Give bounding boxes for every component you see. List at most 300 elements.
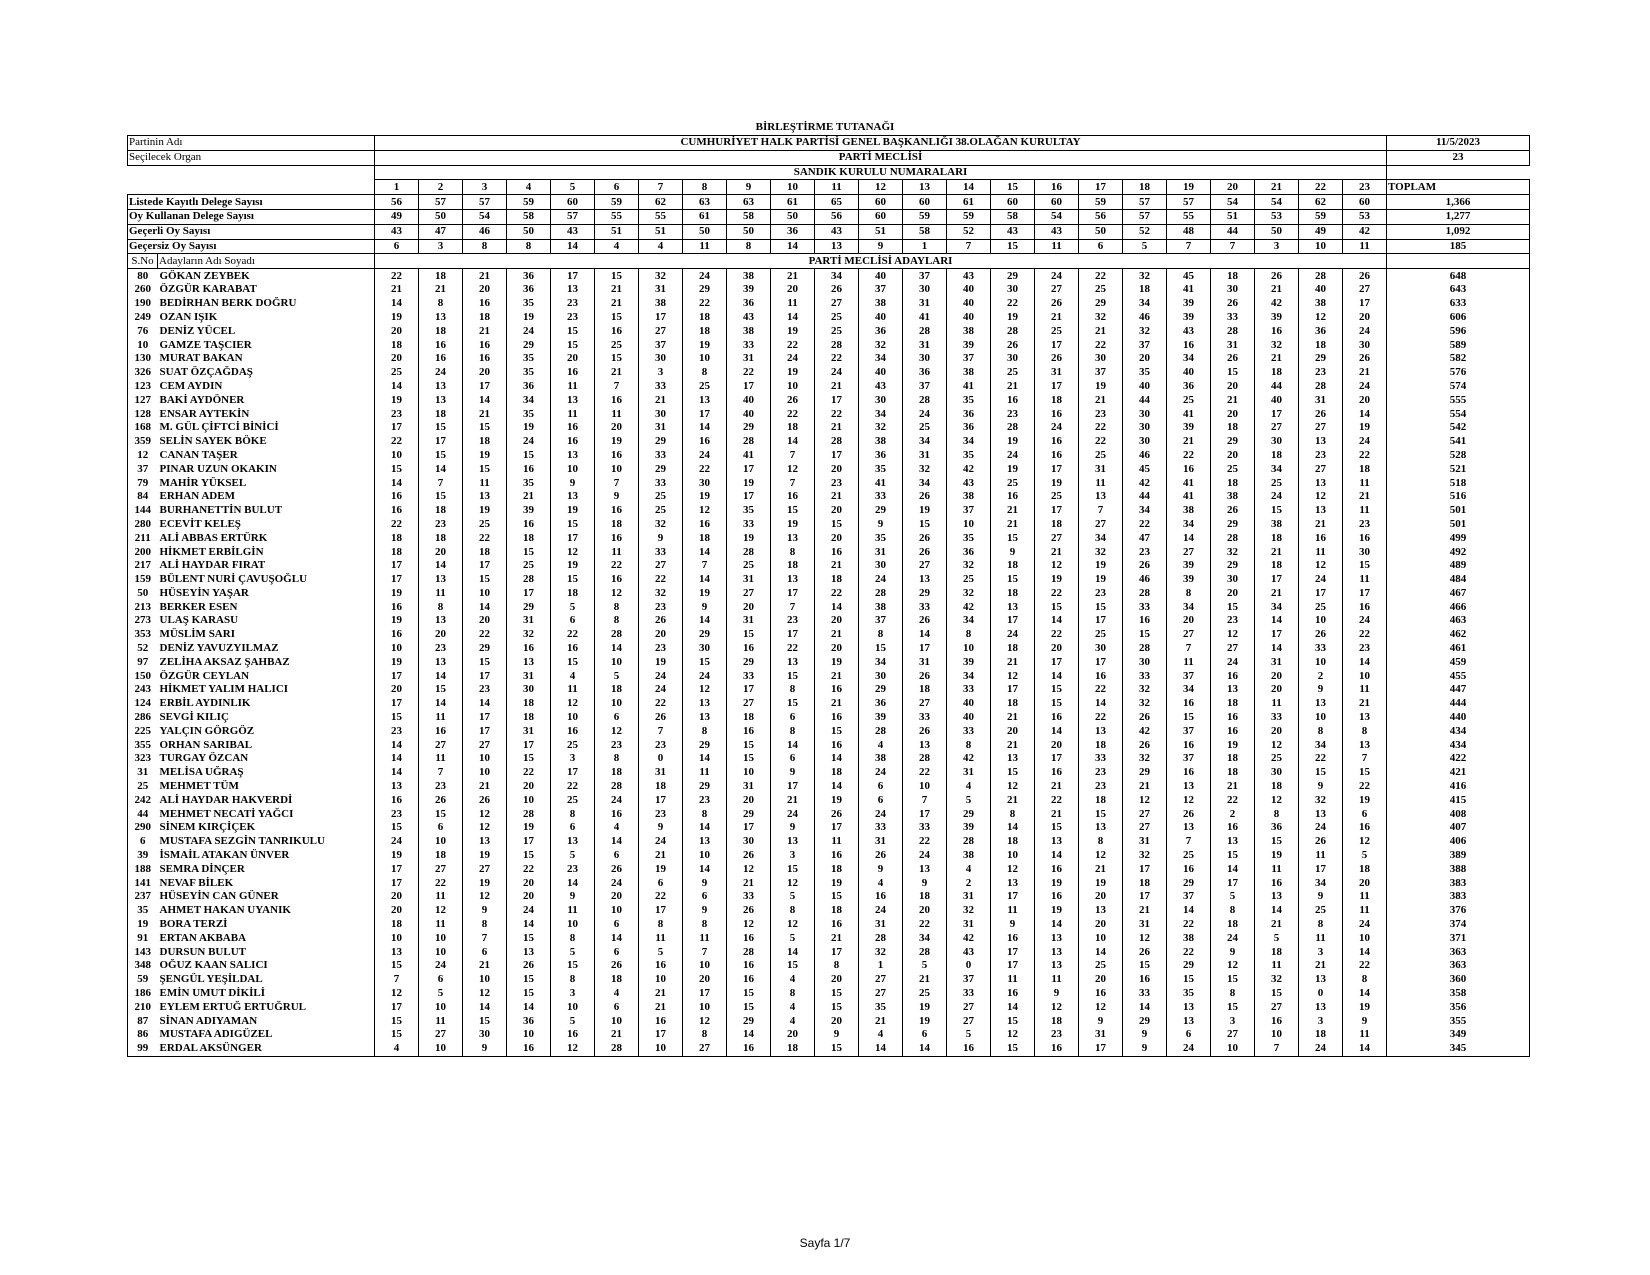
- vote-count: 9: [551, 890, 595, 904]
- candidate-row: [128, 311, 1530, 325]
- vote-count: 34: [815, 269, 859, 283]
- vote-count: 34: [1299, 738, 1343, 752]
- candidate-sno: 280: [128, 518, 158, 532]
- vote-count: 42: [947, 752, 991, 766]
- candidate-row: [128, 504, 1530, 518]
- vote-count: 30: [1123, 435, 1167, 449]
- summary-total: 1,277: [1387, 209, 1530, 224]
- vote-count: 17: [903, 642, 947, 656]
- vote-count: 16: [1035, 862, 1079, 876]
- candidate-sno: 355: [128, 738, 158, 752]
- vote-count: 26: [1299, 628, 1343, 642]
- vote-count: 28: [903, 752, 947, 766]
- summary-value: 51: [1211, 209, 1255, 224]
- candidate-name: ERHAN ADEM: [158, 490, 375, 504]
- candidates-header: PARTİ MECLİSİ ADAYLARI: [375, 254, 1387, 269]
- candidate-sno: 190: [128, 297, 158, 311]
- vote-count: 43: [727, 311, 771, 325]
- vote-count: 11: [1343, 1028, 1387, 1042]
- vote-count: 24: [1035, 421, 1079, 435]
- vote-count: 20: [683, 973, 727, 987]
- vote-count: 14: [1343, 945, 1387, 959]
- vote-count: 37: [1123, 338, 1167, 352]
- vote-count: 33: [1123, 987, 1167, 1001]
- vote-count: 40: [947, 283, 991, 297]
- ballot-number: 15: [991, 180, 1035, 195]
- vote-count: 18: [903, 890, 947, 904]
- candidate-name: DENİZ YÜCEL: [158, 324, 375, 338]
- vote-count: 14: [815, 780, 859, 794]
- vote-count: 20: [727, 600, 771, 614]
- vote-count: 31: [859, 835, 903, 849]
- vote-count: 16: [507, 518, 551, 532]
- candidate-sno: 150: [128, 669, 158, 683]
- vote-count: 24: [1211, 931, 1255, 945]
- vote-count: 13: [507, 945, 551, 959]
- vote-count: 18: [903, 683, 947, 697]
- candidate-sno: 99: [128, 1042, 158, 1056]
- vote-count: 33: [1123, 669, 1167, 683]
- vote-count: 8: [1255, 807, 1299, 821]
- vote-count: 16: [595, 324, 639, 338]
- vote-count: 26: [815, 283, 859, 297]
- summary-value: 57: [551, 209, 595, 224]
- candidate-row: [128, 904, 1530, 918]
- vote-count: 13: [1035, 945, 1079, 959]
- vote-count: 29: [1079, 297, 1123, 311]
- vote-count: 31: [1123, 835, 1167, 849]
- vote-count: 14: [1211, 862, 1255, 876]
- vote-count: 24: [507, 324, 551, 338]
- candidate-name: MEHMET TÜM: [158, 780, 375, 794]
- candidate-sno: 97: [128, 655, 158, 669]
- vote-count: 36: [1299, 324, 1343, 338]
- vote-count: 15: [815, 1042, 859, 1056]
- vote-count: 6: [859, 780, 903, 794]
- vote-count: 16: [727, 973, 771, 987]
- vote-count: 14: [551, 876, 595, 890]
- vote-count: 18: [991, 642, 1035, 656]
- vote-count: 10: [463, 973, 507, 987]
- summary-value: 55: [1167, 209, 1211, 224]
- summary-value: 8: [507, 239, 551, 254]
- vote-count: 22: [1343, 780, 1387, 794]
- vote-count: 28: [903, 945, 947, 959]
- party-label: Partinin Adı: [128, 136, 375, 151]
- vote-count: 36: [727, 297, 771, 311]
- vote-count: 14: [683, 614, 727, 628]
- vote-count: 7: [771, 476, 815, 490]
- vote-count: 26: [903, 545, 947, 559]
- vote-count: 16: [1035, 711, 1079, 725]
- vote-count: 4: [947, 862, 991, 876]
- vote-count: 11: [815, 835, 859, 849]
- vote-count: 10: [375, 642, 419, 656]
- vote-count: 22: [639, 573, 683, 587]
- summary-value: 8: [463, 239, 507, 254]
- vote-count: 8: [815, 959, 859, 973]
- vote-count: 27: [1035, 283, 1079, 297]
- organ-row: [128, 150, 1530, 165]
- vote-count: 34: [1167, 600, 1211, 614]
- vote-count: 25: [1079, 449, 1123, 463]
- summary-value: 50: [419, 209, 463, 224]
- vote-count: 10: [551, 711, 595, 725]
- candidate-total: 355: [1387, 1014, 1530, 1028]
- vote-count: 28: [1123, 587, 1167, 601]
- party-row: [128, 136, 1530, 151]
- vote-count: 11: [551, 407, 595, 421]
- candidate-sno: 213: [128, 600, 158, 614]
- vote-count: 16: [1167, 766, 1211, 780]
- vote-count: 10: [1255, 1028, 1299, 1042]
- vote-count: 37: [859, 614, 903, 628]
- candidate-sno: 52: [128, 642, 158, 656]
- vote-count: 17: [771, 587, 815, 601]
- vote-count: 13: [903, 862, 947, 876]
- vote-count: 13: [683, 697, 727, 711]
- candidate-row: [128, 711, 1530, 725]
- vote-count: 26: [595, 862, 639, 876]
- vote-count: 18: [419, 407, 463, 421]
- candidate-row: [128, 793, 1530, 807]
- vote-count: 21: [1255, 587, 1299, 601]
- candidate-total: 521: [1387, 462, 1530, 476]
- vote-count: 12: [1211, 959, 1255, 973]
- vote-count: 13: [991, 876, 1035, 890]
- vote-count: 30: [1211, 283, 1255, 297]
- vote-count: 9: [859, 862, 903, 876]
- vote-count: 28: [507, 573, 551, 587]
- candidate-name: TURGAY ÖZCAN: [158, 752, 375, 766]
- candidate-row: [128, 890, 1530, 904]
- vote-count: 10: [947, 518, 991, 532]
- candidate-row: [128, 752, 1530, 766]
- vote-count: 21: [463, 324, 507, 338]
- vote-count: 22: [1035, 628, 1079, 642]
- vote-count: 21: [815, 421, 859, 435]
- summary-value: 54: [1255, 195, 1299, 210]
- vote-count: 10: [991, 849, 1035, 863]
- vote-count: 17: [727, 821, 771, 835]
- summary-value: 60: [1343, 195, 1387, 210]
- candidate-total: 574: [1387, 380, 1530, 394]
- vote-count: 14: [375, 766, 419, 780]
- vote-count: 10: [595, 697, 639, 711]
- vote-count: 16: [595, 393, 639, 407]
- candidate-row: [128, 642, 1530, 656]
- vote-count: 33: [947, 683, 991, 697]
- vote-count: 31: [507, 724, 551, 738]
- vote-count: 18: [375, 918, 419, 932]
- vote-count: 37: [903, 269, 947, 283]
- vote-count: 20: [463, 366, 507, 380]
- vote-count: 15: [991, 573, 1035, 587]
- vote-count: 32: [1123, 752, 1167, 766]
- vote-count: 12: [1079, 1000, 1123, 1014]
- vote-count: 36: [947, 407, 991, 421]
- vote-count: 22: [815, 352, 859, 366]
- vote-count: 41: [1167, 490, 1211, 504]
- summary-value: 60: [903, 195, 947, 210]
- vote-count: 21: [991, 711, 1035, 725]
- candidate-row: [128, 807, 1530, 821]
- candidate-name: MEHMET NECATİ YAĞCI: [158, 807, 375, 821]
- vote-count: 21: [1079, 324, 1123, 338]
- vote-count: 22: [683, 297, 727, 311]
- candidate-row: [128, 835, 1530, 849]
- vote-count: 3: [551, 752, 595, 766]
- vote-count: 23: [419, 780, 463, 794]
- vote-count: 28: [595, 780, 639, 794]
- vote-count: 20: [1211, 407, 1255, 421]
- vote-count: 10: [419, 931, 463, 945]
- vote-count: 30: [1123, 421, 1167, 435]
- vote-count: 9: [991, 545, 1035, 559]
- vote-count: 15: [903, 518, 947, 532]
- candidate-sno: 44: [128, 807, 158, 821]
- candidate-sno: 35: [128, 904, 158, 918]
- candidate-sno: 80: [128, 269, 158, 283]
- vote-count: 15: [1255, 987, 1299, 1001]
- vote-count: 9: [463, 904, 507, 918]
- vote-count: 19: [1211, 738, 1255, 752]
- vote-count: 17: [1123, 862, 1167, 876]
- vote-count: 19: [639, 655, 683, 669]
- summary-value: 14: [771, 239, 815, 254]
- vote-count: 15: [595, 269, 639, 283]
- vote-count: 30: [1079, 642, 1123, 656]
- vote-count: 12: [1343, 835, 1387, 849]
- candidate-total: 576: [1387, 366, 1530, 380]
- vote-count: 17: [1035, 462, 1079, 476]
- vote-count: 4: [595, 987, 639, 1001]
- vote-count: 10: [463, 752, 507, 766]
- vote-count: 21: [1035, 311, 1079, 325]
- candidate-total: 516: [1387, 490, 1530, 504]
- summary-value: 52: [1123, 224, 1167, 239]
- vote-count: 22: [1167, 449, 1211, 463]
- vote-count: 18: [1211, 766, 1255, 780]
- vote-count: 16: [1343, 821, 1387, 835]
- summary-value: 59: [595, 195, 639, 210]
- vote-count: 13: [1167, 780, 1211, 794]
- candidate-row: [128, 918, 1530, 932]
- vote-count: 14: [683, 821, 727, 835]
- vote-count: 35: [947, 449, 991, 463]
- vote-count: 15: [595, 352, 639, 366]
- vote-count: 18: [375, 338, 419, 352]
- summary-value: 50: [727, 224, 771, 239]
- vote-count: 13: [1299, 973, 1343, 987]
- vote-count: 15: [727, 752, 771, 766]
- vote-count: 26: [1343, 352, 1387, 366]
- candidate-sno: 12: [128, 449, 158, 463]
- vote-count: 28: [1299, 269, 1343, 283]
- vote-count: 0: [1299, 987, 1343, 1001]
- vote-count: 40: [947, 711, 991, 725]
- vote-count: 9: [991, 918, 1035, 932]
- vote-count: 20: [1123, 352, 1167, 366]
- vote-count: 5: [595, 669, 639, 683]
- vote-count: 42: [1123, 476, 1167, 490]
- vote-count: 31: [1079, 462, 1123, 476]
- ballot-number-row: [128, 180, 1530, 195]
- vote-count: 13: [1035, 931, 1079, 945]
- vote-count: 35: [1123, 366, 1167, 380]
- vote-count: 13: [1299, 476, 1343, 490]
- vote-count: 34: [1167, 352, 1211, 366]
- vote-count: 11: [595, 545, 639, 559]
- vote-count: 17: [903, 807, 947, 821]
- vote-count: 18: [1211, 697, 1255, 711]
- vote-count: 15: [859, 642, 903, 656]
- vote-count: 13: [1299, 435, 1343, 449]
- vote-count: 33: [727, 890, 771, 904]
- vote-count: 26: [1035, 352, 1079, 366]
- candidate-sno: 210: [128, 1000, 158, 1014]
- candidate-name: CANAN TAŞER: [158, 449, 375, 463]
- vote-count: 3: [1299, 945, 1343, 959]
- vote-count: 15: [1343, 559, 1387, 573]
- vote-count: 27: [815, 297, 859, 311]
- vote-count: 3: [1299, 1014, 1343, 1028]
- vote-count: 13: [903, 573, 947, 587]
- vote-count: 18: [419, 849, 463, 863]
- vote-count: 14: [1255, 642, 1299, 656]
- vote-count: 30: [683, 476, 727, 490]
- vote-count: 16: [727, 724, 771, 738]
- summary-value: 3: [1255, 239, 1299, 254]
- vote-count: 28: [507, 807, 551, 821]
- vote-count: 14: [507, 1000, 551, 1014]
- vote-count: 40: [1123, 380, 1167, 394]
- vote-count: 15: [771, 959, 815, 973]
- vote-count: 17: [375, 876, 419, 890]
- vote-count: 16: [551, 366, 595, 380]
- vote-count: 13: [507, 655, 551, 669]
- candidate-total: 444: [1387, 697, 1530, 711]
- vote-count: 6: [551, 821, 595, 835]
- vote-count: 43: [859, 380, 903, 394]
- vote-count: 36: [507, 283, 551, 297]
- vote-count: 42: [947, 462, 991, 476]
- vote-count: 17: [551, 269, 595, 283]
- vote-count: 22: [771, 407, 815, 421]
- vote-count: 19: [771, 366, 815, 380]
- vote-count: 6: [595, 918, 639, 932]
- vote-count: 14: [463, 393, 507, 407]
- vote-count: 36: [507, 269, 551, 283]
- candidate-total: 606: [1387, 311, 1530, 325]
- vote-count: 17: [375, 669, 419, 683]
- vote-count: 25: [1079, 283, 1123, 297]
- vote-count: 18: [1123, 876, 1167, 890]
- vote-count: 14: [463, 697, 507, 711]
- vote-count: 18: [1255, 945, 1299, 959]
- vote-count: 19: [1035, 904, 1079, 918]
- vote-count: 18: [771, 559, 815, 573]
- vote-count: 14: [683, 573, 727, 587]
- vote-count: 16: [727, 931, 771, 945]
- vote-count: 17: [1035, 752, 1079, 766]
- candidate-total: 541: [1387, 435, 1530, 449]
- vote-count: 14: [903, 628, 947, 642]
- vote-count: 13: [1079, 821, 1123, 835]
- vote-count: 11: [419, 587, 463, 601]
- vote-count: 16: [551, 435, 595, 449]
- candidate-sno: 91: [128, 931, 158, 945]
- vote-count: 17: [639, 1028, 683, 1042]
- candidate-total: 643: [1387, 283, 1530, 297]
- vote-count: 21: [771, 793, 815, 807]
- vote-count: 13: [419, 573, 463, 587]
- vote-count: 7: [419, 476, 463, 490]
- vote-count: 11: [1255, 862, 1299, 876]
- vote-count: 13: [1167, 1000, 1211, 1014]
- vote-count: 37: [947, 352, 991, 366]
- vote-count: 15: [1035, 697, 1079, 711]
- vote-count: 17: [683, 407, 727, 421]
- vote-count: 25: [1167, 849, 1211, 863]
- vote-count: 18: [639, 780, 683, 794]
- vote-count: 7: [771, 600, 815, 614]
- vote-count: 19: [1079, 876, 1123, 890]
- vote-count: 14: [419, 559, 463, 573]
- vote-count: 15: [551, 518, 595, 532]
- vote-count: 11: [1079, 476, 1123, 490]
- vote-count: 32: [859, 945, 903, 959]
- vote-count: 12: [1035, 1000, 1079, 1014]
- vote-count: 14: [771, 945, 815, 959]
- vote-count: 6: [595, 711, 639, 725]
- vote-count: 10: [419, 945, 463, 959]
- vote-count: 36: [903, 366, 947, 380]
- vote-count: 39: [1167, 559, 1211, 573]
- vote-count: 24: [859, 573, 903, 587]
- vote-count: 15: [815, 518, 859, 532]
- vote-count: 25: [551, 793, 595, 807]
- vote-count: 14: [375, 476, 419, 490]
- vote-count: 23: [771, 614, 815, 628]
- vote-count: 7: [683, 945, 727, 959]
- vote-count: 14: [1035, 614, 1079, 628]
- vote-count: 10: [683, 1000, 727, 1014]
- vote-count: 10: [375, 931, 419, 945]
- vote-count: 20: [771, 1028, 815, 1042]
- summary-value: 50: [771, 209, 815, 224]
- vote-count: 34: [859, 352, 903, 366]
- vote-count: 18: [507, 711, 551, 725]
- vote-count: 16: [375, 628, 419, 642]
- vote-count: 13: [991, 752, 1035, 766]
- vote-count: 18: [1299, 338, 1343, 352]
- candidate-total: 459: [1387, 655, 1530, 669]
- vote-count: 15: [1123, 628, 1167, 642]
- vote-count: 18: [815, 573, 859, 587]
- vote-count: 18: [683, 324, 727, 338]
- vote-count: 12: [419, 904, 463, 918]
- vote-count: 24: [1167, 1042, 1211, 1056]
- vote-count: 21: [991, 793, 1035, 807]
- vote-count: 33: [947, 987, 991, 1001]
- candidate-total: 447: [1387, 683, 1530, 697]
- vote-count: 10: [1211, 1042, 1255, 1056]
- vote-count: 10: [683, 352, 727, 366]
- vote-count: 16: [507, 642, 551, 656]
- vote-count: 12: [1079, 849, 1123, 863]
- vote-count: 29: [463, 642, 507, 656]
